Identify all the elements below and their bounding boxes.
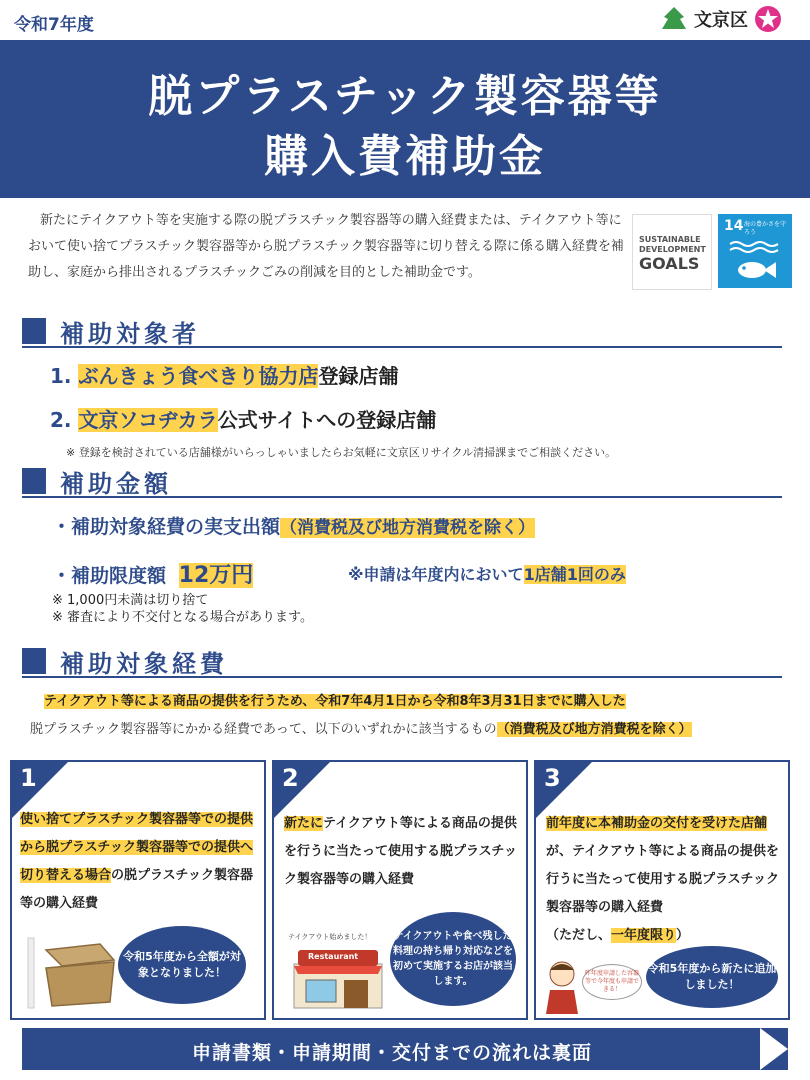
card-1-rest: の脱プラスチック製容器等の購入経費 xyxy=(20,868,253,911)
bullet2-text: ・補助限度額 xyxy=(52,565,167,587)
sdgs-line2: DEVELOPMENT xyxy=(639,245,706,254)
amount-note-2: ※ 審査により不交付となる場合があります。 xyxy=(52,610,313,625)
sdg-goal-label: 海の豊かさを守ろう xyxy=(744,221,787,236)
card-1-text xyxy=(20,806,260,918)
expenses-line1 xyxy=(44,690,626,709)
apply-pre: ※申請は年度内において xyxy=(348,565,524,584)
eligible-note: ※ 登録を検討されている店舗様がいらっしゃいましたらお気軽に文京区リサイクル清掃課までご相談ください。 xyxy=(66,446,617,459)
bunkyo-ward-logo xyxy=(660,5,782,33)
section-expenses xyxy=(22,646,782,678)
card-3 xyxy=(534,760,790,1020)
card-2 xyxy=(272,760,528,1020)
restaurant-label: Restaurant xyxy=(308,952,359,961)
bullet1-highlight: （消費税及び地方消費税を除く） xyxy=(280,518,536,538)
card-2-bubble: テイクアウトや食べ残した料理の持ち帰り対応などを初めて実施するお店が該当します。 xyxy=(390,912,516,1006)
section-eligible-heading: 補助対象者 xyxy=(60,320,200,348)
ward-emblem-icon xyxy=(660,5,688,33)
eligible-item-2 xyxy=(50,404,436,433)
sdgs-line1: SUSTAINABLE xyxy=(639,235,701,244)
item1-highlight: ぶんきょう食べきり協力店 xyxy=(78,364,319,388)
card-3-rest: が、テイクアウト等による商品の提供を行うに当たって使用する脱プラスチック製容器等の購入経費 xyxy=(546,844,779,915)
expenses-line2 xyxy=(30,718,692,737)
intro-paragraph: 新たにテイクアウト等を実施する際の脱プラスチック製容器等の購入経費または、テイクアウト等において使い捨てプラスチック製容器等から脱プラスチック製容器等に切り替える際に係る購入経費を補助し、家庭から排出されるプラスチックごみの削減を目的とした補助金です。 xyxy=(28,213,624,280)
amount-note-1: ※ 1,000円未満は切り捨て xyxy=(52,593,209,608)
sdgs-line3: GOALS xyxy=(639,254,700,273)
card-1-number: 1 xyxy=(20,764,37,792)
card-1 xyxy=(10,760,266,1020)
card-1-bubble: 令和5年度から全額が対象となりました！ xyxy=(118,926,246,1004)
apply-once-note xyxy=(348,562,626,585)
card-3-bubble: 令和5年度から新たに追加しました！ xyxy=(646,946,778,1008)
card-2-highlight: 新たに xyxy=(284,816,324,831)
card-3-small-bubble: 昨年度申請した容器等で今年度も申請できる！ xyxy=(582,964,642,1000)
card-3-paren-post: ） xyxy=(676,928,690,943)
arrow-right-icon xyxy=(760,1028,788,1070)
section-expenses-heading: 補助対象経費 xyxy=(60,650,228,678)
footer-text: 申請書類・申請期間・交付までの流れは裏面 xyxy=(191,1042,592,1064)
card-2-rest: テイクアウト等による商品の提供を行うに当たって使用する脱プラスチック製容器等の購入経費 xyxy=(284,816,517,887)
section-eligible xyxy=(22,316,782,348)
food-container-icon xyxy=(22,930,122,1012)
item2-rest: 公式サイトへの登録店舗 xyxy=(217,408,437,432)
sdg-goal-number: 14 xyxy=(724,218,744,234)
apply-highlight: 1店舗1回のみ xyxy=(523,565,626,584)
limit-amount: 12万円 xyxy=(178,563,254,588)
eligible-item-1 xyxy=(50,360,398,389)
item1-rest: 登録店舗 xyxy=(318,364,399,388)
section-amount-heading: 補助金額 xyxy=(60,470,172,498)
ward-name: 文京区 xyxy=(694,10,748,31)
item2-number: 2. xyxy=(50,408,72,432)
card-2-number: 2 xyxy=(282,764,299,792)
amount-notes xyxy=(52,592,313,626)
shop-clerk-icon xyxy=(542,958,582,1014)
page-title-line1: 脱プラスチック製容器等 xyxy=(148,71,662,122)
amount-bullet-1 xyxy=(52,512,535,539)
card-3-paren-highlight: 一年度限り xyxy=(611,928,677,943)
takeout-sign: テイクアウト始めました！ xyxy=(288,933,372,941)
card-3-number: 3 xyxy=(544,764,561,792)
expenses-line2-highlight: （消費税及び地方消費税を除く） xyxy=(496,722,692,737)
item2-highlight: 文京ソコヂカラ xyxy=(78,408,218,432)
card-2-text xyxy=(284,810,518,894)
bullet1-text: ・補助対象経費の実支出額 xyxy=(52,516,281,538)
item1-number: 1. xyxy=(50,364,72,388)
sdgs-logo xyxy=(632,214,712,290)
card-3-text xyxy=(546,810,782,950)
fish-icon xyxy=(728,240,782,284)
card-3-highlight: 前年度に本補助金の交付を受けた店舗 xyxy=(546,816,768,831)
page-title-line2: 購入費補助金 xyxy=(264,131,546,182)
sdg-goal-14-tile xyxy=(718,214,792,288)
fiscal-year: 令和7年度 xyxy=(14,15,94,35)
expenses-line2-text: 脱プラスチック製容器等にかかる経費であって、以下のいずれかに該当するもの xyxy=(30,722,497,737)
flower-mark-icon xyxy=(754,5,782,33)
card-1-highlight: 使い捨てプラスチック製容器等での提供から脱プラスチック製容器等での提供へ切り替える場合 xyxy=(20,812,253,883)
card-3-paren-pre: （ただし、 xyxy=(546,928,612,943)
expenses-line1-text: テイクアウト等による商品の提供を行うため、令和7年4月1日から令和8年3月31日までに購入した xyxy=(44,694,626,709)
section-amount xyxy=(22,466,782,498)
amount-bullet-2 xyxy=(52,558,253,589)
